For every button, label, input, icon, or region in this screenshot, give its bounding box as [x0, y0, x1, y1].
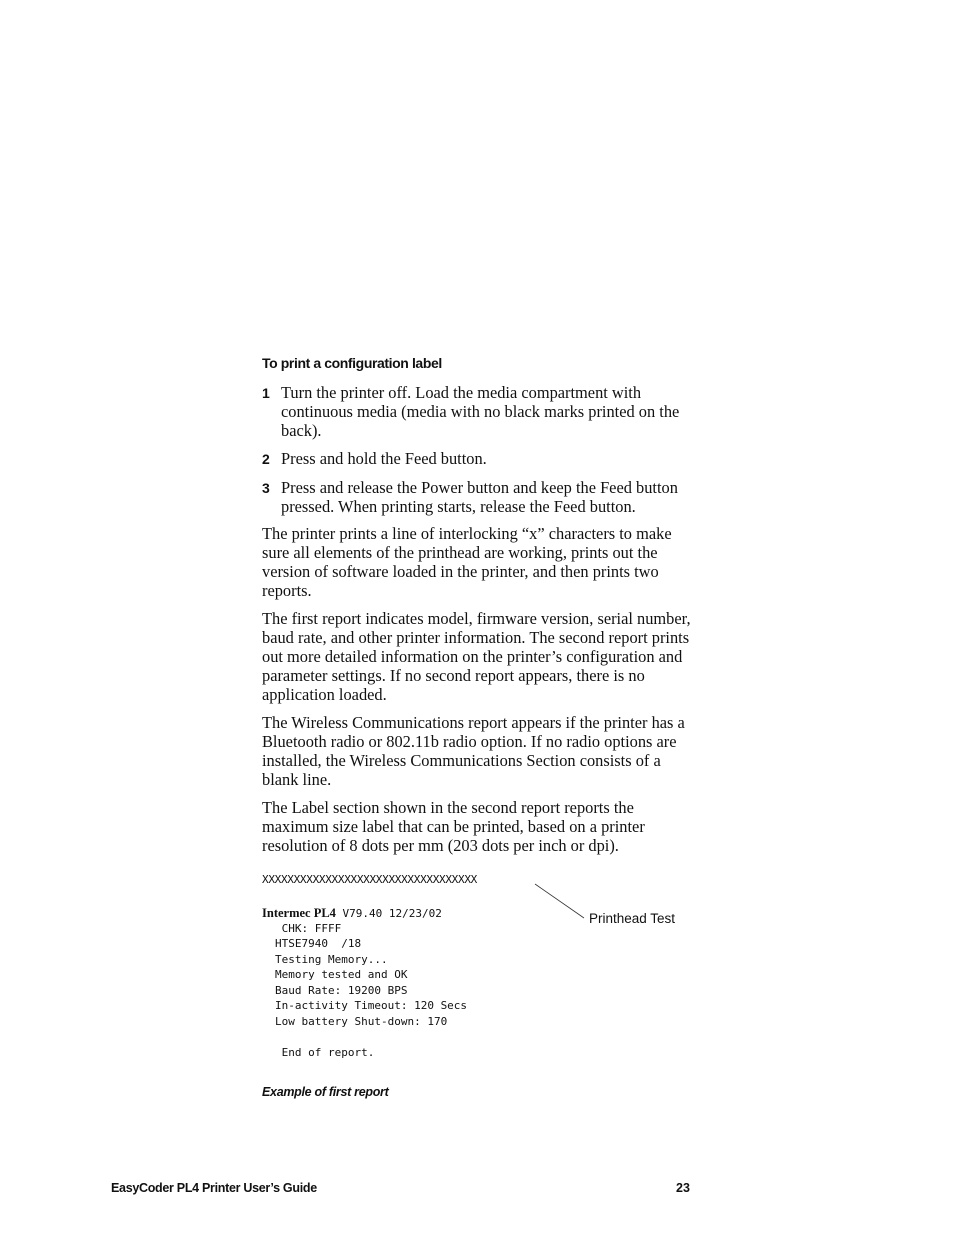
step-text: Press and release the Power button and keep the Feed button pressed. When printing starts, release the Feed button.: [281, 478, 678, 516]
paragraph: The Wireless Communications report appears if the printer has a Bluetooth radio or 802.11b radio option. If no radio options are installed, the Wireless Communications Section consists of a blank line.: [262, 713, 685, 789]
report-model-line: [262, 906, 442, 921]
step-text: Turn the printer off. Load the media compartment with continuous media (media with no black marks printed on the back).: [281, 383, 680, 440]
steps-list: [262, 383, 692, 525]
paragraph: The first report indicates model, firmware version, serial number, baud rate, and other printer information. The second report prints out more detailed information on the printer’s configuration and parameter settings. If no second report appears, there is no application loaded.: [262, 609, 691, 704]
printhead-test-line: XXXXXXXXXXXXXXXXXXXXXXXXXXXXXXXXXX: [262, 873, 477, 886]
step-item: [262, 383, 692, 440]
report-version: V79.40 12/23/02: [335, 907, 442, 920]
paragraph: The Label section shown in the second report reports the maximum size label that can be printed, based on a printer resolution of 8 dots per mm (203 dots per inch or dpi).: [262, 798, 645, 855]
section-heading: To print a configuration label: [262, 355, 442, 371]
paragraph: The printer prints a line of interlocking “x” characters to make sure all elements of the printhead are working, prints out the version of software loaded in the printer, and then prints two reports.: [262, 524, 672, 600]
step-item: [262, 478, 692, 516]
report-line: In-activity Timeout: 120 Secs: [275, 999, 468, 1012]
figure-caption: Example of first report: [262, 1085, 389, 1099]
report-line: CHK: FFFF: [275, 922, 342, 935]
step-number: 2: [262, 451, 270, 467]
callout-label: Printhead Test: [589, 911, 676, 926]
report-line: Low battery Shut-down: 170: [275, 1015, 448, 1028]
report-line: Baud Rate: 19200 BPS: [275, 984, 408, 997]
step-number: 3: [262, 480, 270, 496]
report-model: Intermec PL4: [262, 906, 336, 920]
page-number: 23: [676, 1181, 690, 1195]
step-item: [262, 449, 692, 469]
step-number: 1: [262, 385, 270, 401]
report-line: HTSE7940 /18: [275, 937, 362, 950]
report-line: Memory tested and OK: [275, 968, 408, 981]
report-line: Testing Memory...: [275, 953, 388, 966]
footer-title: EasyCoder PL4 Printer User’s Guide: [111, 1181, 317, 1195]
step-text: Press and hold the Feed button.: [281, 449, 487, 468]
body-text: [262, 524, 692, 864]
report-end-line: End of report.: [275, 1046, 375, 1059]
